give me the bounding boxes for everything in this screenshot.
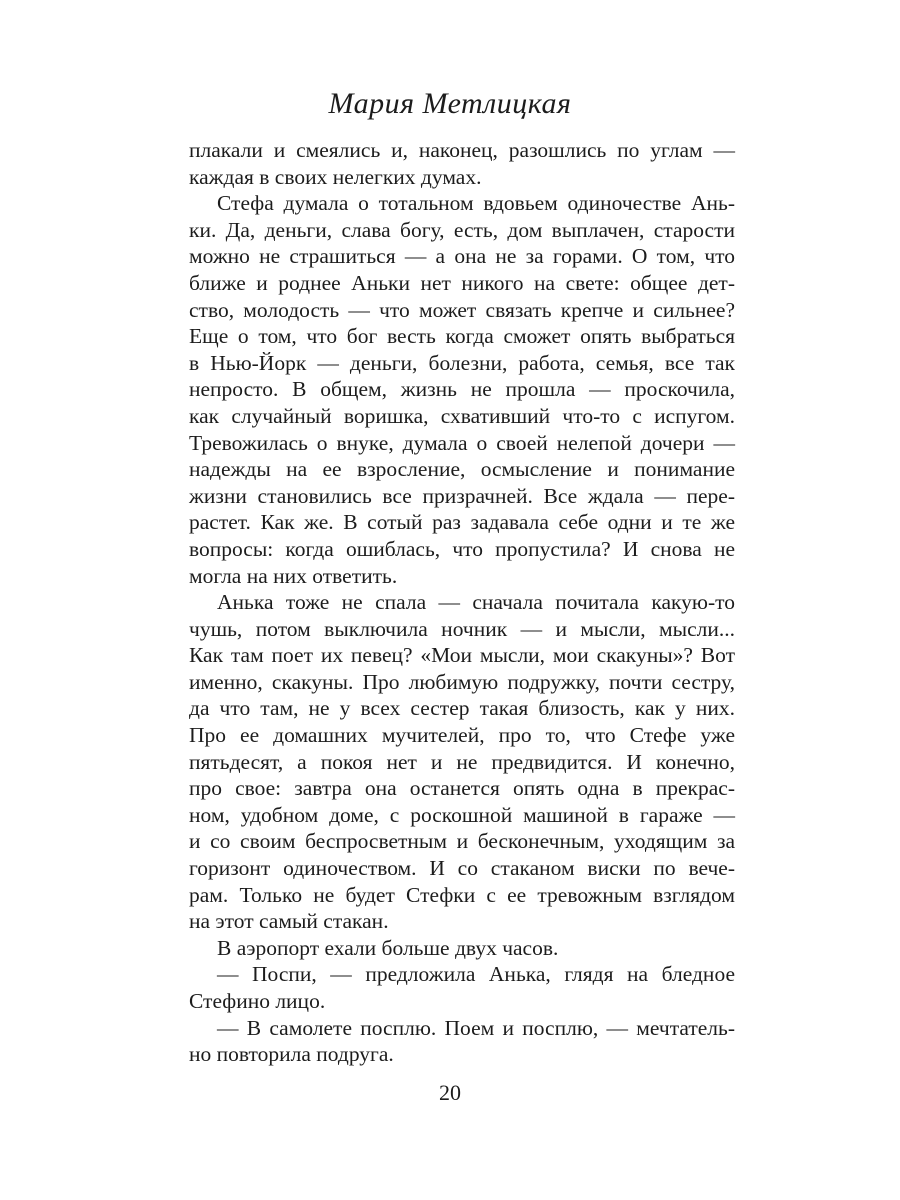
text-line: но повторила подруга. xyxy=(189,1042,394,1067)
text-line: как случайный воришка, схвативший что-то с испугом. xyxy=(189,403,735,428)
running-head-author: Мария Метлицкая xyxy=(328,87,572,120)
text-line: жизни становились все призрачней. Все ждала — пере- xyxy=(189,483,735,508)
text-line: Как там поет их певец? «Мои мысли, мои скакуны»? Вот xyxy=(189,643,735,668)
text-line: именно, скакуны. Про любимую подружку, почти сестру, xyxy=(189,669,735,694)
text-line: ство, молодость — что может связать крепче и сильнее? xyxy=(189,297,735,322)
text-line: можно не страшиться — а она не за горами. О том, что xyxy=(189,244,735,269)
text-line: надежды на ее взросление, осмысление и понимание xyxy=(189,457,735,482)
text-line: — В самолете посплю. Поем и посплю, — мечтатель- xyxy=(217,1015,735,1040)
text-line: каждая в своих нелегких думах. xyxy=(189,164,482,189)
text-line: ближе и роднее Аньки нет никого на свете: общее дет- xyxy=(189,270,735,295)
text-line: ки. Да, деньги, слава богу, есть, дом выплачен, старости xyxy=(189,217,735,242)
text-line: да что там, не у всех сестер такая близость, как у них. xyxy=(189,696,735,721)
page-number: 20 xyxy=(439,1080,461,1105)
text-line: пятьдесят, а покоя нет и не предвидится. И конечно, xyxy=(189,749,735,774)
text-line: вопросы: когда ошиблась, что пропустила? И снова не xyxy=(189,536,735,561)
text-line: — Поспи, — предложила Анька, глядя на бледное xyxy=(217,962,735,987)
text-line: рам. Только не будет Стефки с ее тревожным взглядом xyxy=(189,882,735,907)
text-line: растет. Как же. В сотый раз задавала себе одни и те же xyxy=(189,510,735,535)
text-line: про свое: завтра она останется опять одна в прекрас- xyxy=(189,776,735,801)
text-line: в Нью-Йорк — деньги, болезни, работа, семья, все так xyxy=(189,350,735,375)
text-line: плакали и смеялись и, наконец, разошлись по углам — xyxy=(189,138,735,162)
text-line: непросто. В общем, жизнь не прошла — проскочила, xyxy=(189,377,735,402)
text-line: Еще о том, что бог весть когда сможет опять выбраться xyxy=(189,324,735,349)
text-line: Анька тоже не спала — сначала почитала какую-то xyxy=(217,590,735,615)
text-line: чушь, потом выключила ночник — и мысли, мысли... xyxy=(189,616,735,641)
text-line: ном, удобном доме, с роскошной машиной в гараже — xyxy=(189,802,735,827)
text-line: Тревожилась о внуке, думала о своей нелепой дочери — xyxy=(189,430,735,455)
text-line: горизонт одиночеством. И со стаканом виски по вече- xyxy=(189,856,735,881)
body-text xyxy=(189,137,735,1068)
text-line: Стефино лицо. xyxy=(189,989,326,1013)
text-line: В аэропорт ехали больше двух часов. xyxy=(217,935,559,960)
text-line: Стефа думала о тотальном вдовьем одиночестве Ань- xyxy=(217,191,735,216)
text-line: на этот самый стакан. xyxy=(189,909,389,934)
text-line: и со своим беспросветным и бесконечным, уходящим за xyxy=(189,829,735,854)
text-line: Про ее домашних мучителей, про то, что Стефе уже xyxy=(189,723,735,748)
text-line: могла на них ответить. xyxy=(189,563,398,588)
